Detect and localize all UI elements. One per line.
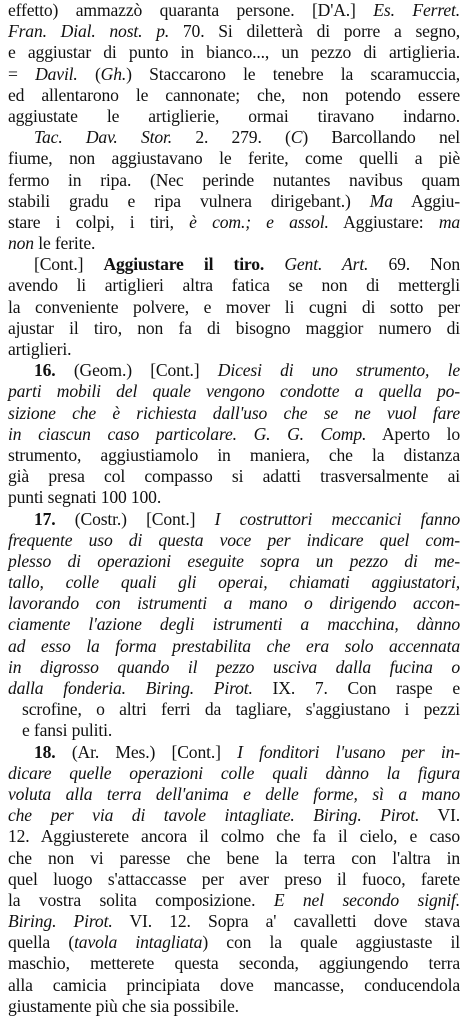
- text-line: [8, 572, 460, 593]
- text-run: 12. Aggiusterete ancora il colmo che fa il cielo, e caso: [8, 826, 460, 847]
- italic-citation: Gh.: [100, 63, 127, 84]
- italic-citation: Tac. Dav. Stor.: [34, 127, 173, 148]
- italic-citation: I costruttori meccanici fanno: [214, 508, 460, 529]
- text-line: [8, 932, 460, 953]
- text-run: la conveniente polvere, e mover li cugni di sotto per: [8, 296, 460, 317]
- text-line: [8, 848, 460, 869]
- text-run: e aggiustar di punto in bianco..., un pezzo di artiglieria.: [8, 42, 460, 63]
- italic-citation: Gent. Art.: [284, 254, 369, 275]
- text-run: Aggiustare:: [328, 211, 439, 232]
- text-run: fermo in ripa. (Nec perinde nutantes navibus quam: [8, 169, 460, 190]
- text-run: punti segnati 100 100.: [8, 487, 162, 508]
- italic-citation: frequente uso di questa voce per indicare quel com-: [8, 529, 460, 550]
- italic-citation: lavorando con istrumenti a mano o dirigendo accon-: [8, 593, 460, 614]
- text-run: ) con la quale aggiustaste il: [202, 932, 461, 953]
- text-line: [8, 636, 460, 657]
- text-line: [8, 403, 460, 424]
- text-run: 69. Non: [368, 254, 461, 275]
- text-run: stabili gradu e ripa vulnera dirigebant.): [8, 190, 370, 211]
- text-run: e fansi puliti.: [22, 720, 113, 741]
- text-run: le ferite.: [33, 233, 96, 254]
- italic-citation: voluta alla terra dell'anima e delle forme, sì a mano: [8, 783, 460, 804]
- text-run: (: [77, 63, 101, 84]
- text-line: [8, 275, 460, 296]
- text-line: [8, 170, 460, 191]
- text-line: [8, 381, 460, 402]
- text-line: [8, 254, 460, 275]
- text-run: maschio, metterete questa seconda, aggiungendo terra: [8, 953, 460, 974]
- text-run: IX. 7. Con raspe e: [252, 678, 460, 698]
- italic-citation: Es. Ferret.: [373, 0, 461, 20]
- text-run: quel luogo s'attaccasse per aver preso il fuoco, farete: [8, 868, 460, 889]
- bold-heading: 18.: [34, 741, 56, 762]
- text-run: strumento, aggiustiamolo in maniera, che la distanza: [8, 444, 460, 465]
- text-run: Aggiu-: [392, 190, 460, 211]
- text-run: ed allentarono le cannonate; che, non potendo essere: [8, 84, 460, 105]
- italic-citation: Ma: [369, 190, 393, 211]
- italic-citation: ad esso la forma prestabilita che era solo accennata: [8, 635, 460, 656]
- text-line: [8, 763, 460, 784]
- italic-citation: tavola intagliata: [74, 932, 203, 953]
- text-run: ) Staccarono le tenebre la scaramuccia,: [126, 63, 460, 84]
- italic-citation: E nel secondo signif.: [273, 889, 460, 910]
- text-line: [8, 21, 460, 42]
- italic-citation: è com.; e assol.: [189, 211, 329, 232]
- text-line: [8, 445, 460, 466]
- text-line: [8, 509, 460, 530]
- text-run: 2. 279. (: [172, 127, 291, 148]
- bold-heading: Aggiustare il tiro.: [103, 254, 265, 275]
- italic-citation: C: [290, 127, 303, 148]
- text-line: [8, 64, 460, 85]
- italic-citation: Fran. Dial. nost. p.: [8, 21, 170, 42]
- bold-heading: 16.: [34, 360, 56, 381]
- italic-citation: parti mobili del quale vengono condotte a quella po-: [8, 381, 460, 402]
- italic-citation: I fonditori l'usano per in-: [237, 741, 460, 762]
- text-line: [8, 106, 460, 127]
- text-line: [8, 530, 460, 551]
- text-line: [8, 318, 460, 339]
- italic-citation: Davil.: [35, 63, 78, 84]
- text-run: (Ar. Mes.) [Cont.]: [55, 741, 238, 762]
- text-run: [264, 254, 284, 274]
- text-run: [Cont.]: [34, 254, 104, 275]
- text-run: effetto) ammazzò quaranta persone. [D'A.]: [8, 0, 374, 20]
- italic-citation: in ciascun caso particolare. G. G. Comp.: [8, 423, 367, 444]
- text-run: la vostra solita composizione.: [8, 889, 274, 910]
- text-line: [8, 424, 460, 445]
- text-line: [8, 996, 460, 1017]
- text-run: avendo li artiglieri altra fatica se non di mettergli: [8, 275, 460, 296]
- text-line: [8, 678, 460, 699]
- text-run: ) Barcollando nel: [302, 127, 460, 148]
- text-line: [8, 614, 460, 635]
- italic-citation: ma: [438, 211, 461, 232]
- italic-citation: Dicesi di uno strumento, le: [217, 360, 460, 381]
- italic-citation: tallo, colle quali gli operai, chiamati aggiustatori,: [8, 572, 460, 593]
- italic-citation: che per via di tavole intagliate. Biring. Pirot.: [8, 805, 420, 826]
- italic-citation: plesso di operazioni eseguite sopra un pezzo di me-: [8, 550, 460, 571]
- text-run: VI. 12. Sopra a' cavalletti dove stava: [112, 911, 460, 932]
- text-line: [8, 148, 460, 169]
- text-run: stare i colpi, i tiri,: [8, 211, 190, 232]
- italic-citation: dalla fonderia. Biring. Pirot.: [8, 678, 253, 698]
- text-run: fiume, non aggiustavano le ferite, come quelli a piè: [8, 148, 460, 169]
- italic-citation: ciamente l'azione degli istrumenti a macchina, dànno: [8, 614, 460, 635]
- text-run: (Geom.) [Cont.]: [55, 360, 218, 381]
- text-run: giustamente più che sia possibile.: [8, 995, 239, 1016]
- text-line: [8, 742, 460, 763]
- text-run: Aperto lo: [366, 423, 460, 444]
- text-run: VI.: [419, 805, 460, 826]
- italic-citation: dicare quelle operazioni colle quali dànno la figura: [8, 762, 460, 783]
- text-line: [8, 551, 460, 572]
- text-line: [8, 784, 460, 805]
- text-line: [8, 699, 460, 720]
- text-line: [8, 42, 460, 63]
- text-line: [8, 466, 460, 487]
- text-line: [8, 826, 460, 847]
- text-line: [8, 593, 460, 614]
- text-run: ajustar il tiro, non fa di bisogno maggior numero di: [8, 317, 460, 338]
- text-line: [8, 890, 460, 911]
- entry-text-column: [8, 0, 460, 1017]
- bold-heading: 17.: [34, 508, 56, 529]
- text-run: 70. Si diletterà di porre a segno,: [169, 21, 460, 42]
- text-run: già presa col compasso si adatti trasversalmente ai: [8, 466, 460, 487]
- text-run: scrofine, o altri ferri da tagliare, s'aggiustano i pezzi: [22, 699, 460, 720]
- text-line: [8, 953, 460, 974]
- text-line: [8, 869, 460, 890]
- text-run: =: [8, 63, 36, 84]
- italic-citation: in digrosso quando il pezzo usciva dalla fucina o: [8, 656, 460, 677]
- text-line: [8, 720, 460, 741]
- italic-citation: non: [8, 233, 34, 254]
- text-line: [8, 212, 460, 233]
- text-line: [8, 233, 460, 254]
- text-line: [8, 0, 460, 21]
- text-line: [8, 911, 460, 932]
- text-line: [8, 360, 460, 381]
- text-line: [8, 805, 460, 826]
- text-line: [8, 339, 460, 360]
- italic-citation: sizione che è richiesta dall'uso che se ne vuol fare: [8, 402, 460, 423]
- text-line: [8, 297, 460, 318]
- text-line: [8, 657, 460, 678]
- text-run: artiglieri.: [8, 339, 72, 359]
- text-line: [8, 191, 460, 212]
- text-line: [8, 975, 460, 996]
- text-run: alla camicia principiata dove mancasse, conducendola: [8, 974, 460, 995]
- text-run: che non vi paresse che bene la terra con l'altra in: [8, 847, 460, 868]
- text-run: quella (: [8, 932, 75, 953]
- text-line: [8, 127, 460, 148]
- italic-citation: Biring. Pirot.: [8, 911, 113, 932]
- text-line: [8, 487, 460, 508]
- text-run: (Costr.) [Cont.]: [55, 508, 215, 529]
- text-run: aggiustate le artiglierie, ormai tiravano indarno.: [8, 105, 460, 126]
- text-line: [8, 85, 460, 106]
